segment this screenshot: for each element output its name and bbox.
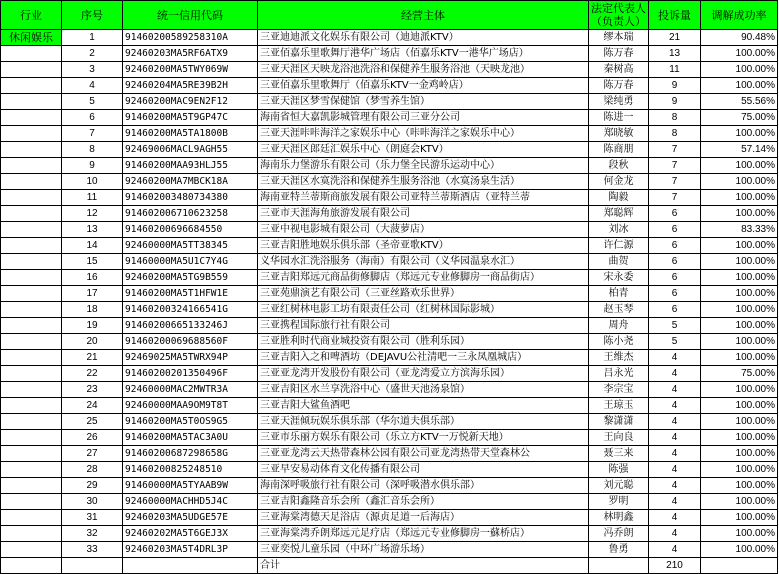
mediation-rate-cell[interactable]: 100.00% [701, 414, 778, 430]
row-number-cell[interactable]: 18 [62, 302, 123, 318]
total-empty-cell [701, 558, 778, 574]
row-number-cell[interactable]: 22 [62, 366, 123, 382]
credit-code-cell[interactable]: 92460000MAC2MWTR3A [123, 382, 258, 398]
complaint-count-cell[interactable]: 6 [649, 254, 701, 270]
legal-rep-cell[interactable]: 缪本瑞 [589, 30, 649, 46]
row-number-cell[interactable]: 17 [62, 286, 123, 302]
industry-cell[interactable] [1, 286, 62, 302]
industry-cell[interactable] [1, 190, 62, 206]
legal-rep-cell[interactable]: 吕永光 [589, 366, 649, 382]
complaint-count-cell[interactable]: 8 [649, 126, 701, 142]
complaint-count-cell[interactable]: 4 [649, 430, 701, 446]
row-number-cell[interactable]: 33 [62, 542, 123, 558]
complaint-count-cell[interactable]: 5 [649, 334, 701, 350]
entity-name-cell[interactable]: 义华园水汇洗浴服务（海南）有限公司（义华园温泉水汇） [258, 254, 589, 270]
industry-cell[interactable] [1, 542, 62, 558]
legal-rep-cell[interactable]: 陈商朋 [589, 142, 649, 158]
industry-cell[interactable] [1, 78, 62, 94]
credit-code-cell[interactable]: 92460000MAA9OM9T8T [123, 398, 258, 414]
row-number-cell[interactable]: 3 [62, 62, 123, 78]
industry-cell[interactable] [1, 222, 62, 238]
legal-rep-cell[interactable]: 聂三来 [589, 446, 649, 462]
legal-rep-cell[interactable]: 柏青 [589, 286, 649, 302]
entity-name-cell[interactable]: 三亚吉阳鑫隆音乐会所（鑫汇音乐会所） [258, 494, 589, 510]
industry-cell[interactable] [1, 510, 62, 526]
entity-name-cell[interactable]: 三亚天涯区水寞洗浴和保健养生服务浴池（水寞汤泉生活） [258, 174, 589, 190]
industry-cell[interactable] [1, 46, 62, 62]
industry-cell[interactable] [1, 254, 62, 270]
industry-cell[interactable] [1, 478, 62, 494]
credit-code-cell[interactable]: 92460204MA5RE39B2H [123, 78, 258, 94]
industry-cell[interactable] [1, 62, 62, 78]
industry-cell[interactable] [1, 526, 62, 542]
complaint-count-cell[interactable]: 7 [649, 158, 701, 174]
entity-name-cell[interactable]: 三亚奕悦儿童乐园（中环广场游乐场） [258, 542, 589, 558]
industry-cell[interactable]: 休闲娱乐 [1, 30, 62, 46]
mediation-rate-cell[interactable]: 75.00% [701, 366, 778, 382]
entity-name-cell[interactable]: 三亚海棠湾乔朗郑远元足疗店（郑远元专业修脚房一蘇桥店） [258, 526, 589, 542]
total-row [1, 558, 778, 574]
legal-rep-cell[interactable]: 周舟 [589, 318, 649, 334]
mediation-rate-cell[interactable]: 57.14% [701, 142, 778, 158]
complaint-count-cell[interactable]: 13 [649, 46, 701, 62]
header-no: 序号 [62, 1, 123, 30]
legal-rep-cell[interactable]: 王维杰 [589, 350, 649, 366]
mediation-rate-cell[interactable]: 100.00% [701, 398, 778, 414]
row-number-cell[interactable]: 27 [62, 446, 123, 462]
complaint-count-cell[interactable]: 4 [649, 542, 701, 558]
industry-cell[interactable] [1, 382, 62, 398]
row-number-cell[interactable]: 12 [62, 206, 123, 222]
credit-code-cell[interactable]: 92469006MACL9AGH55 [123, 142, 258, 158]
legal-rep-cell[interactable]: 陶毅 [589, 190, 649, 206]
table-row[interactable] [1, 478, 778, 494]
complaint-count-cell[interactable]: 6 [649, 302, 701, 318]
complaint-count-cell[interactable]: 4 [649, 382, 701, 398]
industry-cell[interactable] [1, 126, 62, 142]
complaint-count-cell[interactable]: 6 [649, 222, 701, 238]
table-row[interactable] [1, 78, 778, 94]
table-row[interactable] [1, 286, 778, 302]
complaint-count-cell[interactable]: 4 [649, 350, 701, 366]
row-number-cell[interactable]: 4 [62, 78, 123, 94]
credit-code-cell[interactable]: 92460203MA5RF6ATX9 [123, 46, 258, 62]
credit-code-cell[interactable]: 92460200MA7MBCK18A [123, 174, 258, 190]
header-rate: 调解成功率 [701, 1, 778, 30]
legal-rep-cell[interactable]: 许仁源 [589, 238, 649, 254]
table-row[interactable] [1, 94, 778, 110]
row-number-cell[interactable]: 30 [62, 494, 123, 510]
row-number-cell[interactable]: 10 [62, 174, 123, 190]
mediation-rate-cell[interactable]: 100.00% [701, 510, 778, 526]
legal-rep-cell[interactable]: 陈万春 [589, 78, 649, 94]
table-row[interactable] [1, 190, 778, 206]
entity-name-cell[interactable]: 三亚早安易动体育文化传播有限公司 [258, 462, 589, 478]
industry-cell[interactable] [1, 462, 62, 478]
industry-cell[interactable] [1, 318, 62, 334]
row-number-cell[interactable]: 32 [62, 526, 123, 542]
mediation-rate-cell[interactable]: 100.00% [701, 46, 778, 62]
entity-name-cell[interactable]: 三亚中视电影城有限公司（大菠萝店） [258, 222, 589, 238]
mediation-rate-cell[interactable]: 100.00% [701, 62, 778, 78]
entity-name-cell[interactable]: 三亚佰嘉乐里歌舞厅（佰嘉乐KTV一金鸡岭店） [258, 78, 589, 94]
credit-code-cell[interactable]: 92460200MAC9EN2F12 [123, 94, 258, 110]
mediation-rate-cell[interactable]: 100.00% [701, 286, 778, 302]
mediation-rate-cell[interactable]: 100.00% [701, 270, 778, 286]
mediation-rate-cell[interactable]: 100.00% [701, 542, 778, 558]
credit-code-cell[interactable]: 91460200324166541G [123, 302, 258, 318]
credit-code-cell[interactable]: 91460200687298658G [123, 446, 258, 462]
row-number-cell[interactable]: 28 [62, 462, 123, 478]
row-number-cell[interactable]: 25 [62, 414, 123, 430]
credit-code-cell[interactable]: 91460200825248510 [123, 462, 258, 478]
entity-name-cell[interactable]: 三亚天涯咔咔海洋之家娱乐中心（咔咔海洋之家娱乐中心） [258, 126, 589, 142]
entity-name-cell[interactable]: 三亚海棠湾德天足浴店（源贞足道一后海店） [258, 510, 589, 526]
mediation-rate-cell[interactable]: 90.48% [701, 30, 778, 46]
entity-name-cell[interactable]: 三亚佰嘉乐里歌舞厅港华广场店（佰嘉乐KTV一港华广场店） [258, 46, 589, 62]
header-entity: 经营主体 [258, 1, 589, 30]
entity-name-cell[interactable]: 三亚亚龙湾开发股份有限公司（亚龙湾爱立方滨海乐园） [258, 366, 589, 382]
complaint-count-cell[interactable]: 4 [649, 366, 701, 382]
total-count-cell: 210 [649, 558, 701, 574]
legal-rep-cell[interactable]: 刘元聪 [589, 478, 649, 494]
entity-name-cell[interactable]: 海南深呼吸旅行社有限公司（深呼吸潜水俱乐部） [258, 478, 589, 494]
mediation-rate-cell[interactable]: 100.00% [701, 190, 778, 206]
industry-cell[interactable] [1, 238, 62, 254]
legal-rep-cell[interactable]: 赵玉琴 [589, 302, 649, 318]
entity-name-cell[interactable]: 三亚亚龙湾云天热带森林公园有限公司亚龙湾热带天堂森林公 [258, 446, 589, 462]
complaint-count-cell[interactable]: 5 [649, 318, 701, 334]
table-row[interactable] [1, 526, 778, 542]
legal-rep-cell[interactable]: 曲贺 [589, 254, 649, 270]
legal-rep-cell[interactable]: 林明鑫 [589, 510, 649, 526]
industry-cell[interactable] [1, 94, 62, 110]
mediation-rate-cell[interactable]: 100.00% [701, 318, 778, 334]
legal-rep-cell[interactable]: 陈万春 [589, 46, 649, 62]
mediation-rate-cell[interactable]: 100.00% [701, 174, 778, 190]
row-number-cell[interactable]: 21 [62, 350, 123, 366]
credit-code-cell[interactable]: 914602003480734380 [123, 190, 258, 206]
entity-name-cell[interactable]: 三亚苑鼎演艺有限公司（三亚丝路欢乐世界） [258, 286, 589, 302]
table-row[interactable] [1, 46, 778, 62]
legal-rep-cell[interactable]: 何金龙 [589, 174, 649, 190]
credit-code-cell[interactable]: 914602006710623258 [123, 206, 258, 222]
mediation-rate-cell[interactable]: 100.00% [701, 254, 778, 270]
legal-rep-cell[interactable]: 郑聪辉 [589, 206, 649, 222]
industry-cell[interactable] [1, 366, 62, 382]
table-row[interactable] [1, 318, 778, 334]
credit-code-cell[interactable]: 92460000MACHHD5J4C [123, 494, 258, 510]
row-number-cell[interactable]: 15 [62, 254, 123, 270]
entity-name-cell[interactable]: 三亚天涯区天映龙浴池洗浴和保健养生服务浴池（天映龙池） [258, 62, 589, 78]
credit-code-cell[interactable]: 92460200MA5TG9B559 [123, 270, 258, 286]
legal-rep-cell[interactable]: 陈小尧 [589, 334, 649, 350]
table-row[interactable] [1, 142, 778, 158]
row-number-cell[interactable]: 14 [62, 238, 123, 254]
table-row[interactable] [1, 206, 778, 222]
industry-cell[interactable] [1, 174, 62, 190]
total-empty-cell [1, 558, 62, 574]
table-row[interactable] [1, 462, 778, 478]
legal-rep-cell[interactable]: 冯乔朗 [589, 526, 649, 542]
table-row[interactable] [1, 254, 778, 270]
industry-cell[interactable] [1, 302, 62, 318]
row-number-cell[interactable]: 6 [62, 110, 123, 126]
table-row[interactable] [1, 174, 778, 190]
mediation-rate-cell[interactable]: 100.00% [701, 478, 778, 494]
entity-name-cell[interactable]: 三亚市乐丽方娱乐有限公司（乐立方KTV一万悦新天地） [258, 430, 589, 446]
table-row[interactable] [1, 382, 778, 398]
complaint-count-cell[interactable]: 4 [649, 510, 701, 526]
credit-code-cell[interactable]: 91460200589258310A [123, 30, 258, 46]
legal-rep-cell[interactable]: 刘冰 [589, 222, 649, 238]
legal-rep-cell[interactable]: 秦树高 [589, 62, 649, 78]
mediation-rate-cell[interactable]: 100.00% [701, 334, 778, 350]
total-empty-cell [589, 558, 649, 574]
table-row[interactable] [1, 510, 778, 526]
complaint-count-cell[interactable]: 11 [649, 62, 701, 78]
credit-code-cell[interactable]: 91460200MAA93HLJ55 [123, 158, 258, 174]
entity-name-cell[interactable]: 海南省恒大嘉凯影城管理有限公司三亚分公司 [258, 110, 589, 126]
credit-code-cell[interactable]: 92460203MA5UDGE57E [123, 510, 258, 526]
table-row[interactable] [1, 126, 778, 142]
total-label-cell: 合计 [258, 558, 589, 574]
complaint-count-cell[interactable]: 4 [649, 462, 701, 478]
credit-code-cell[interactable]: 91460200MA5T1HFW1E [123, 286, 258, 302]
row-number-cell[interactable]: 1 [62, 30, 123, 46]
industry-cell[interactable] [1, 270, 62, 286]
complaint-count-cell[interactable]: 4 [649, 526, 701, 542]
row-number-cell[interactable]: 24 [62, 398, 123, 414]
industry-cell[interactable] [1, 446, 62, 462]
credit-code-cell[interactable]: 91460000MA5TYAAB9W [123, 478, 258, 494]
complaint-count-cell[interactable]: 6 [649, 270, 701, 286]
row-number-cell[interactable]: 26 [62, 430, 123, 446]
mediation-rate-cell[interactable]: 100.00% [701, 302, 778, 318]
row-number-cell[interactable]: 31 [62, 510, 123, 526]
row-number-cell[interactable]: 19 [62, 318, 123, 334]
mediation-rate-cell[interactable]: 100.00% [701, 446, 778, 462]
table-row[interactable] [1, 414, 778, 430]
legal-rep-cell[interactable]: 宋永委 [589, 270, 649, 286]
row-number-cell[interactable]: 5 [62, 94, 123, 110]
credit-code-cell[interactable]: 91460200696684550 [123, 222, 258, 238]
entity-name-cell[interactable]: 三亚吉阳郑远元商品街修脚店（郑远元专业修脚房一商品街店） [258, 270, 589, 286]
credit-code-cell[interactable]: 91460200069688560F [123, 334, 258, 350]
mediation-rate-cell[interactable]: 55.56% [701, 94, 778, 110]
entity-name-cell[interactable]: 三亚吉阳大鲨鱼酒吧 [258, 398, 589, 414]
table-row[interactable] [1, 110, 778, 126]
table-row[interactable] [1, 494, 778, 510]
industry-cell[interactable] [1, 142, 62, 158]
legal-rep-cell[interactable]: 罗明 [589, 494, 649, 510]
credit-code-cell[interactable]: 92460000MA5TT38345 [123, 238, 258, 254]
mediation-rate-cell[interactable]: 100.00% [701, 462, 778, 478]
complaint-count-cell[interactable]: 7 [649, 190, 701, 206]
entity-name-cell[interactable]: 三亚胜利时代商业城投资有限公司（胜利乐园） [258, 334, 589, 350]
table-row[interactable] [1, 350, 778, 366]
header-row [1, 1, 778, 30]
mediation-rate-cell[interactable]: 100.00% [701, 430, 778, 446]
industry-cell[interactable] [1, 206, 62, 222]
legal-rep-cell[interactable]: 黎潇潇 [589, 414, 649, 430]
entity-name-cell[interactable]: 三亚红树林电影工坊有限责任公司（红树林国际影城） [258, 302, 589, 318]
entity-name-cell[interactable]: 三亚天涯区郎廷汇娱乐中心（朗庭会KTV） [258, 142, 589, 158]
credit-code-cell[interactable]: 91460200MA5TA1800B [123, 126, 258, 142]
table-row[interactable] [1, 398, 778, 414]
industry-cell[interactable] [1, 398, 62, 414]
industry-cell[interactable] [1, 414, 62, 430]
mediation-rate-cell[interactable]: 100.00% [701, 382, 778, 398]
total-empty-cell [62, 558, 123, 574]
header-rep: 法定代表人（负责人） [589, 1, 649, 30]
industry-cell[interactable] [1, 334, 62, 350]
credit-code-cell[interactable]: 91460200MA5T9GP47C [123, 110, 258, 126]
mediation-rate-cell[interactable]: 75.00% [701, 110, 778, 126]
row-number-cell[interactable]: 2 [62, 46, 123, 62]
row-number-cell[interactable]: 20 [62, 334, 123, 350]
credit-code-cell[interactable]: 91460000MA5U1C7Y4G [123, 254, 258, 270]
table-row[interactable] [1, 222, 778, 238]
industry-cell[interactable] [1, 430, 62, 446]
complaint-count-cell[interactable]: 9 [649, 94, 701, 110]
entity-name-cell[interactable]: 三亚市天涯海角旅游发展有限公司 [258, 206, 589, 222]
header-complaints: 投诉量 [649, 1, 701, 30]
mediation-rate-cell[interactable]: 83.33% [701, 222, 778, 238]
table-row[interactable] [1, 270, 778, 286]
credit-code-cell[interactable]: 91460200MA5TAC3A0U [123, 430, 258, 446]
header-industry: 行业 [1, 1, 62, 30]
mediation-rate-cell[interactable]: 100.00% [701, 206, 778, 222]
row-number-cell[interactable]: 11 [62, 190, 123, 206]
credit-code-cell[interactable]: 92460203MA5T4DRL3P [123, 542, 258, 558]
row-number-cell[interactable]: 23 [62, 382, 123, 398]
table-row[interactable] [1, 238, 778, 254]
table-row[interactable] [1, 302, 778, 318]
row-number-cell[interactable]: 7 [62, 126, 123, 142]
complaint-count-cell[interactable]: 21 [649, 30, 701, 46]
legal-rep-cell[interactable]: 王向良 [589, 430, 649, 446]
entity-name-cell[interactable]: 三亚天涯区梦雪保健馆（梦雪养生馆） [258, 94, 589, 110]
table-row[interactable] [1, 366, 778, 382]
complaint-count-cell[interactable]: 6 [649, 238, 701, 254]
table-body [1, 30, 778, 574]
table-row[interactable] [1, 542, 778, 558]
industry-cell[interactable] [1, 494, 62, 510]
legal-rep-cell[interactable]: 段秋 [589, 158, 649, 174]
total-empty-cell [123, 558, 258, 574]
mediation-rate-cell[interactable]: 100.00% [701, 350, 778, 366]
entity-name-cell[interactable]: 三亚吉阳入之和啤酒坊（DEJAVU公社清吧一三永凤凰城店） [258, 350, 589, 366]
credit-code-cell[interactable]: 92460200MA5TWY069W [123, 62, 258, 78]
mediation-rate-cell[interactable]: 100.00% [701, 158, 778, 174]
complaint-count-cell[interactable]: 4 [649, 494, 701, 510]
entity-name-cell[interactable]: 三亚迪迪派文化娱乐有限公司（迪迪派KTV） [258, 30, 589, 46]
table-row[interactable] [1, 430, 778, 446]
industry-cell[interactable] [1, 350, 62, 366]
row-number-cell[interactable]: 9 [62, 158, 123, 174]
entity-name-cell[interactable]: 三亚吉阳胜地娱乐俱乐部（圣帝亚歌KTV） [258, 238, 589, 254]
table-row[interactable] [1, 62, 778, 78]
legal-rep-cell[interactable]: 梁纯勇 [589, 94, 649, 110]
table-row[interactable] [1, 158, 778, 174]
legal-rep-cell[interactable]: 鲁勇 [589, 542, 649, 558]
credit-code-cell[interactable]: 92469025MA5TWRX94P [123, 350, 258, 366]
complaint-count-cell[interactable]: 8 [649, 110, 701, 126]
credit-code-cell[interactable]: 91460200665133246J [123, 318, 258, 334]
complaint-count-cell[interactable]: 9 [649, 78, 701, 94]
industry-cell[interactable] [1, 110, 62, 126]
row-number-cell[interactable]: 16 [62, 270, 123, 286]
mediation-rate-cell[interactable]: 100.00% [701, 238, 778, 254]
row-number-cell[interactable]: 13 [62, 222, 123, 238]
entity-name-cell[interactable]: 海南亚特兰蒂斯商旅发展有限公司亚特兰蒂斯酒店（亚特兰蒂 [258, 190, 589, 206]
credit-code-cell[interactable]: 91460200MA5T0OS9G5 [123, 414, 258, 430]
complaint-count-cell[interactable]: 6 [649, 286, 701, 302]
legal-rep-cell[interactable]: 郑晓敏 [589, 126, 649, 142]
entity-name-cell[interactable]: 三亚携程国际旅行社有限公司 [258, 318, 589, 334]
entity-name-cell[interactable]: 三亚吉阳区水兰享洗浴中心（盛世天池汤泉馆） [258, 382, 589, 398]
complaint-count-cell[interactable]: 4 [649, 478, 701, 494]
legal-rep-cell[interactable]: 王琼玉 [589, 398, 649, 414]
table-row[interactable] [1, 30, 778, 46]
mediation-rate-cell[interactable]: 100.00% [701, 494, 778, 510]
entity-name-cell[interactable]: 海南乐力堡游乐有限公司（乐力堡全民游乐运动中心） [258, 158, 589, 174]
row-number-cell[interactable]: 29 [62, 478, 123, 494]
complaint-count-cell[interactable]: 7 [649, 174, 701, 190]
mediation-rate-cell[interactable]: 100.00% [701, 526, 778, 542]
table-row[interactable] [1, 446, 778, 462]
table-row[interactable] [1, 334, 778, 350]
legal-rep-cell[interactable]: 李宗宝 [589, 382, 649, 398]
mediation-rate-cell[interactable]: 100.00% [701, 126, 778, 142]
complaint-count-cell[interactable]: 6 [649, 206, 701, 222]
entity-name-cell[interactable]: 三亚天涯倾玩娱乐俱乐部（华尔道夫俱乐部） [258, 414, 589, 430]
legal-rep-cell[interactable]: 陈进一 [589, 110, 649, 126]
credit-code-cell[interactable]: 92460202MA5T6GEJ3X [123, 526, 258, 542]
complaint-count-cell[interactable]: 4 [649, 398, 701, 414]
complaint-count-cell[interactable]: 4 [649, 446, 701, 462]
credit-code-cell[interactable]: 91460200201350496F [123, 366, 258, 382]
industry-cell[interactable] [1, 158, 62, 174]
complaint-count-cell[interactable]: 4 [649, 414, 701, 430]
header-code: 统一信用代码 [123, 1, 258, 30]
mediation-rate-cell[interactable]: 100.00% [701, 78, 778, 94]
complaint-count-cell[interactable]: 7 [649, 142, 701, 158]
legal-rep-cell[interactable]: 陈强 [589, 462, 649, 478]
row-number-cell[interactable]: 8 [62, 142, 123, 158]
